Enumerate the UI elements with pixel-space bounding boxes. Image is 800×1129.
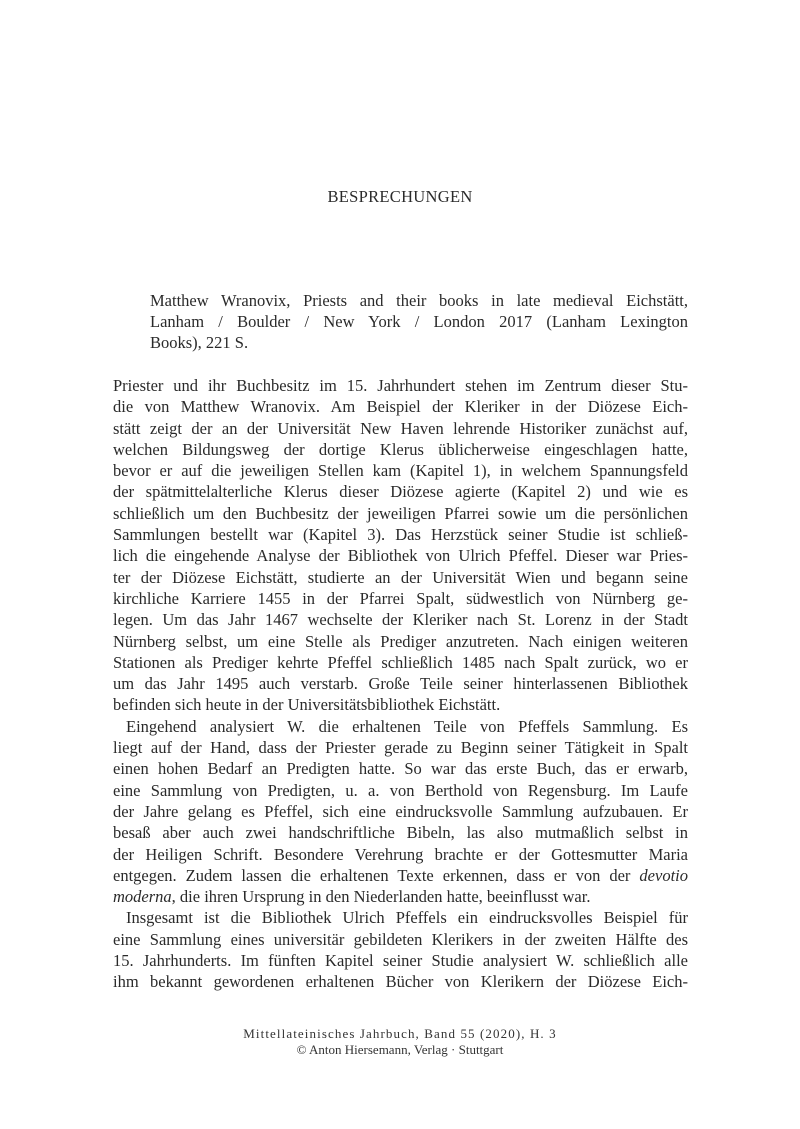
body-line <box>113 865 688 886</box>
body-line: schließlich um den Buchbesitz der jeweiligen Pfarrei sowie um die persönlichen <box>113 503 688 523</box>
book-citation <box>150 290 688 353</box>
body-line: legen. Um das Jahr 1467 wechselte der Kleriker nach St. Lorenz in der Stadt <box>113 610 688 630</box>
body-line: bevor er auf die jeweiligen Stellen kam (Kapitel 1), in welchem Spannungsfeld <box>113 461 688 481</box>
review-body <box>113 375 688 993</box>
body-line: der spätmittelalterliche Klerus dieser Diözese agierte (Kapitel 2) und wie es <box>113 482 688 502</box>
body-line: besaß aber auch zwei handschriftliche Bibeln, las also mutmaßlich selbst in <box>113 823 688 843</box>
body-line: Priester und ihr Buchbesitz im 15. Jahrhundert stehen im Zentrum dieser Stu- <box>113 376 688 395</box>
body-text: , die ihren Ursprung in den Niederlanden hatte, beeinflusst war. <box>171 887 591 907</box>
body-line: Stationen als Prediger kehrte Pfeffel schließlich 1485 nach Spalt zurück, wo er <box>113 652 688 672</box>
body-line: um das Jahr 1495 auch verstarb. Große Teile seiner hinterlassenen Bibliothek <box>113 674 688 694</box>
body-line: eine Sammlung eines universitär gebildeten Klerikers in der zweiten Hälfte des <box>113 929 688 949</box>
body-line: ihm bekannt gewordenen erhaltenen Bücher von Klerikern der Diözese Eich- <box>113 972 688 992</box>
body-line: Sammlungen bestellt war (Kapitel 3). Das Herzstück seiner Studie ist schließ- <box>113 525 688 545</box>
citation-line: Lanham / Boulder / New York / London 2017 (Lanham Lexington <box>150 312 688 331</box>
body-line: liegt auf der Hand, dass der Priester gerade zu Beginn seiner Tätigkeit in Spalt <box>113 738 688 758</box>
body-line: stätt zeigt der an der Universität New Haven lehrende Historiker zunächst auf, <box>113 418 688 438</box>
body-line: ter der Diözese Eichstätt, studierte an der Universität Wien und begann seine <box>113 567 688 587</box>
page-footer <box>0 1026 800 1058</box>
citation-line: Matthew Wranovix, Priests and their books in late medieval Eichstätt, <box>150 291 688 310</box>
body-line: lich die eingehende Analyse der Bibliothek von Ulrich Pfeffel. Dieser war Pries- <box>113 546 688 566</box>
body-line: welchen Bildungsweg der dortige Klerus üblicherweise eingeschlagen hatte, <box>113 439 688 459</box>
citation-line: Books), 221 S. <box>150 333 249 352</box>
body-line: kirchliche Karriere 1455 in der Pfarrei Spalt, südwestlich von Nürnberg ge- <box>113 588 688 608</box>
section-title: BESPRECHUNGEN <box>327 187 473 206</box>
italic-term: devotio <box>639 865 688 885</box>
publisher-info: © Anton Hiersemann, Verlag · Stuttgart <box>296 1042 504 1057</box>
body-line: der Heiligen Schrift. Besondere Verehrung brachte er der Gottesmutter Maria <box>113 844 688 864</box>
body-line: Eingehend analysiert W. die erhaltenen Teile von Pfeffels Sammlung. Es <box>126 716 688 736</box>
body-line: befinden sich heute in der Universitätsbibliothek Eichstätt. <box>113 695 501 715</box>
body-line: der Jahre gelang es Pfeffel, sich eine eindrucksvolle Sammlung aufzubauen. Er <box>113 801 688 821</box>
body-line: Nürnberg selbst, um eine Stelle als Prediger anzutreten. Nach einigen weiteren <box>113 631 688 651</box>
body-line: die von Matthew Wranovix. Am Beispiel der Kleriker in der Diözese Eich- <box>113 397 688 417</box>
italic-term: moderna <box>113 887 172 907</box>
body-line: eine Sammlung von Predigten, u. a. von Berthold von Regensburg. Im Laufe <box>113 780 688 800</box>
body-line: Insgesamt ist die Bibliothek Ulrich Pfeffels ein eindrucksvolles Beispiel für <box>126 908 688 928</box>
body-line: einen hohen Bedarf an Predigten hatte. So war das erste Buch, das er erwarb, <box>113 759 688 779</box>
journal-info: Mittellateinisches Jahrbuch, Band 55 (2020), H. 3 <box>243 1026 557 1041</box>
body-line: 15. Jahrhunderts. Im fünften Kapitel seiner Studie analysiert W. schließlich alle <box>113 951 688 971</box>
body-text: entgegen. Zudem lassen die erhaltenen Texte erkennen, dass er von der <box>113 865 640 885</box>
body-line <box>113 886 688 907</box>
